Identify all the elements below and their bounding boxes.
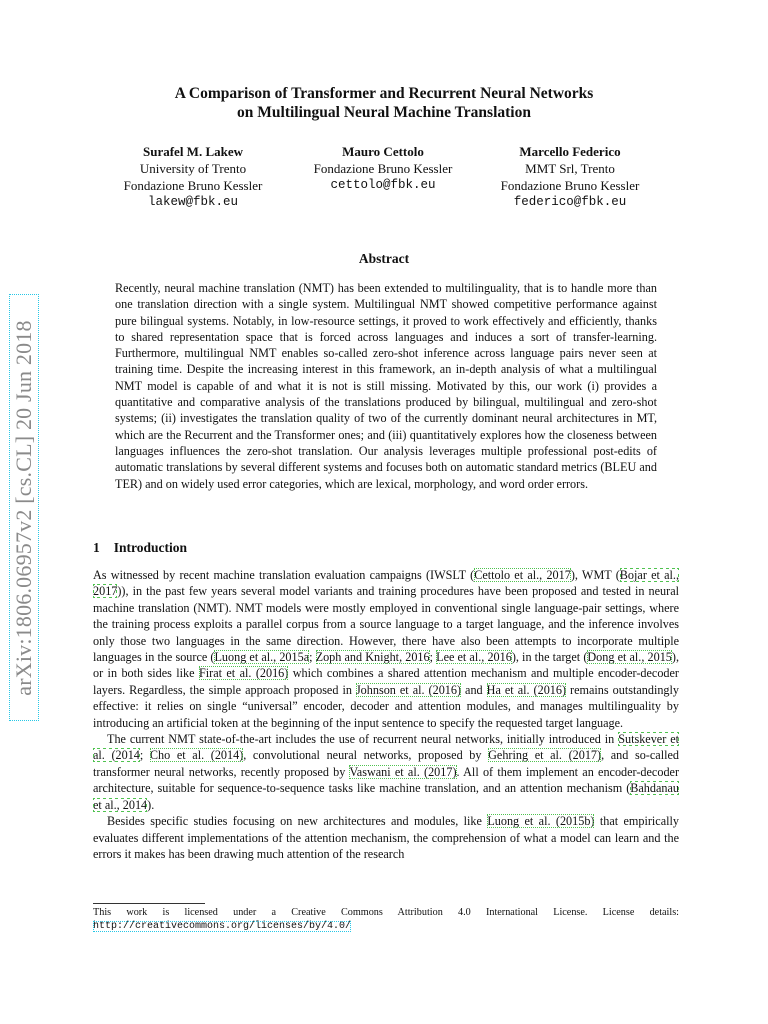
citation-link[interactable]: Gehring et al. (2017): [488, 748, 602, 763]
citation-link[interactable]: Bojar et al., 2017: [93, 568, 680, 599]
citation-link[interactable]: Ha et al. (2016): [486, 682, 567, 697]
author-email: lakew@fbk.eu: [147, 195, 238, 209]
paragraph: [93, 731, 679, 813]
text-run: The current NMT state-of-the-art includes the use of recurrent neural networks, initially introduced in: [107, 732, 619, 747]
author-affiliation: Fondazione Bruno Kessler: [500, 178, 640, 193]
citation-link[interactable]: Johnson et al. (2016): [355, 682, 462, 697]
citation-link[interactable]: Luong et al., 2015a: [214, 650, 310, 665]
license-url-link[interactable]: http://creativecommons.org/licenses/by/4.0/: [93, 921, 352, 932]
text-run: that empirically evaluates different implementations of the attention mechanism, the comprehension of what a model can learn and the errors it makes has been drawing much attention of the research: [93, 814, 679, 861]
text-run: , and so-called transformer neural networks, recently proposed by: [93, 748, 679, 779]
title-line-1: A Comparison of Transformer and Recurrent Neural Networks: [174, 85, 594, 102]
author-affiliation: MMT Srl, Trento: [525, 161, 615, 176]
author-name: Surafel M. Lakew: [142, 144, 244, 159]
text-run: ), or in both sides like: [93, 650, 679, 681]
citation-link[interactable]: Luong et al. (2015b): [487, 814, 595, 829]
text-run: ), WMT (: [570, 568, 620, 582]
citation-link[interactable]: Bahdanau et al., 2014: [93, 781, 679, 812]
paragraph: [93, 567, 679, 731]
abstract-text: Recently, neural machine translation (NMT) has been extended to multilinguality, that is to handle more than one translation direction with a single system. Multilingual NMT showed competitive performance against pure bilingual systems. Notably, in low-resource settings, it proved to work effectively and efficiently, thanks to shared representation space that is forced across languages and induces a sort of transfer-learning. Furthermore, multilingual NMT enables so-called zero-shot inference across language pairs never seen at training time. Despite the increasing interest in this framework, an in-depth analysis of what a multilingual NMT model is capable of and what it is not is still missing. Motivated by this, our work (i) provides a quantitative and comparative analysis of the translations produced by bilingual, multilingual and zero-shot systems; (ii) investigates the translation quality of two of the currently dominant neural architectures in MT, which are the Recurrent and the Transformer ones; and (iii) quantitatively explores how the closeness between languages influences the zero-shot translation. Our analysis leverages multiple professional post-edits of automatic translations by several different systems and focuses both on automatic standard metrics (BLEU and TER) and on widely used error categories, which are lexical, morphology, and word order errors.: [115, 281, 657, 491]
footnote-divider: [93, 903, 205, 904]
text-run: ;: [309, 650, 316, 665]
text-run: . All of them implement an encoder-decoder architecture, suitable for sequence-to-sequence tasks like machine translation, and an attention mechanism (: [93, 764, 679, 796]
citation-link[interactable]: Cho et al. (2014): [149, 748, 244, 763]
section-number: 1: [93, 540, 100, 555]
text-run: )), in the past few years several model variants and training procedures have been proposed and tested in neural machine translation (NMT). NMT models were mostly employed in conventional single language-pair settings, where the training process exploits a parallel corpus from a source language to a target language, and the inference involves only those two languages in the same direction. However, there have also been attempts to incorporate multiple languages in the source (: [93, 584, 679, 665]
paper-title: [60, 84, 708, 122]
paragraph: [93, 813, 679, 862]
author-lakew: [100, 143, 286, 211]
text-run: remains outstandingly effective: it relies on single “universal” encoder, decoder and attention modules, and manages multilinguality by introducing an artificial token at the beginning of the input sentence to specify the requested target language.: [93, 682, 679, 730]
arxiv-stamp-text: arXiv:1806.06957v2 [cs.CL] 20 Jun 2018: [11, 319, 36, 696]
author-affiliation: Fondazione Bruno Kessler: [123, 178, 263, 193]
citation-link[interactable]: Zoph and Knight, 2016: [315, 650, 430, 665]
text-run: ;: [429, 650, 437, 665]
introduction-body: [93, 567, 679, 862]
text-run: ;: [139, 748, 150, 763]
citation-link[interactable]: Firat et al. (2016): [198, 666, 289, 681]
author-name: Marcello Federico: [519, 144, 621, 159]
author-affiliation: Fondazione Bruno Kessler: [313, 161, 453, 176]
author-cettolo: [290, 143, 476, 194]
citation-link[interactable]: Dong et al., 2015: [587, 650, 672, 665]
text-run: As witnessed by recent machine translation evaluation campaigns (IWSLT (: [93, 568, 475, 582]
author-federico: [477, 143, 663, 211]
text-run: , convolutional neural networks, proposed by: [243, 748, 489, 763]
citation-link[interactable]: Sutskever et al. (2014: [93, 732, 679, 763]
author-email: cettolo@fbk.eu: [330, 178, 436, 192]
title-line-2: on Multilingual Neural Machine Translation: [237, 104, 531, 121]
text-run: ).: [147, 797, 155, 812]
citation-link[interactable]: Vaswani et al. (2017): [349, 764, 457, 779]
author-affiliation: University of Trento: [139, 161, 247, 176]
author-email: federico@fbk.eu: [513, 195, 627, 209]
author-name: Mauro Cettolo: [342, 144, 424, 159]
section-title: Introduction: [113, 540, 188, 555]
text-run: and: [461, 682, 487, 697]
citation-link[interactable]: Lee et al., 2016: [436, 650, 512, 665]
arxiv-stamp-link[interactable]: [10, 295, 38, 720]
abstract-heading: Abstract: [358, 251, 410, 266]
citation-link[interactable]: Cettolo et al., 2017: [474, 568, 571, 582]
author-block: [0, 143, 768, 215]
footnote-text: This work is licensed under a Creative Commons Attribution 4.0 International License. License details:: [93, 907, 679, 918]
section-heading: [93, 540, 187, 556]
footnote: [93, 906, 679, 933]
text-run: ), in the target (: [511, 650, 588, 665]
text-run: Besides specific studies focusing on new architectures and modules, like: [107, 814, 488, 829]
text-run: which combines a shared attention mechanism and multiple encoder-decoder layers. Regardless, the simple approach proposed in: [93, 666, 679, 697]
